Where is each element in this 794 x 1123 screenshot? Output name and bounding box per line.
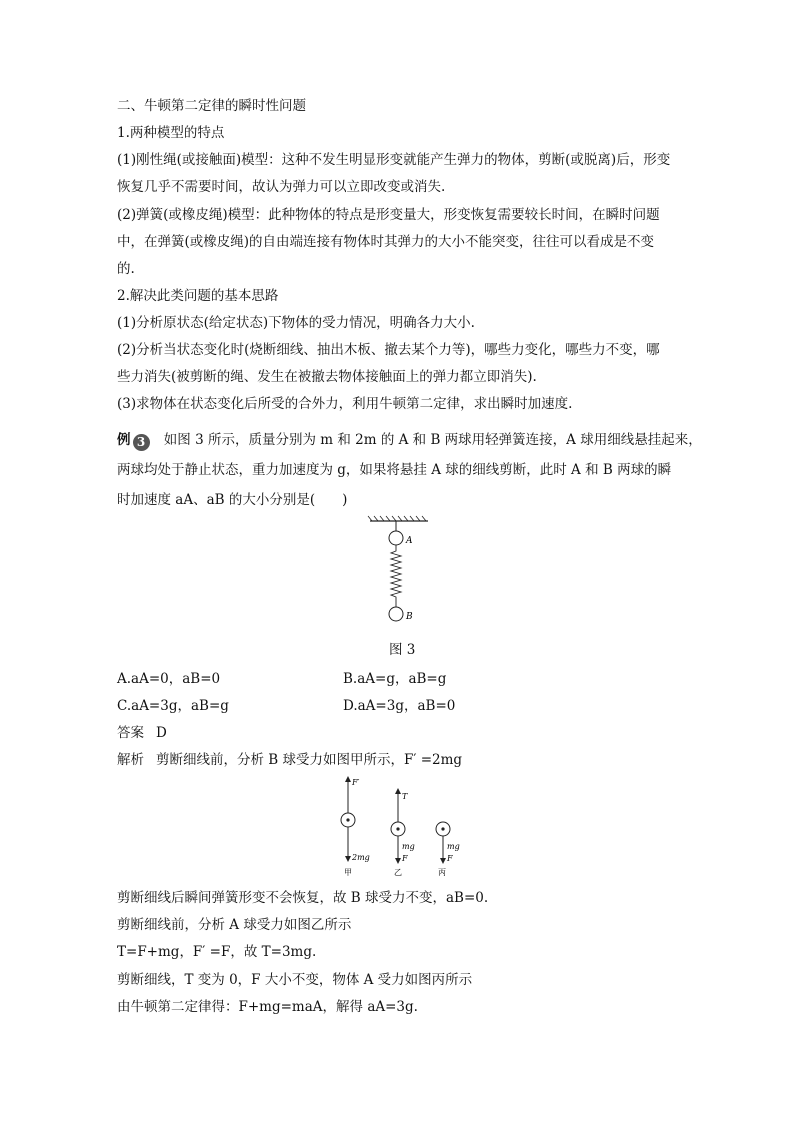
diagram-jia (341, 778, 370, 877)
force-diagram (330, 773, 470, 883)
after-line-4: 剪断细线，T 变为 0，F 大小不变，物体 A 受力如图丙所示 (117, 972, 473, 988)
yi-top-label: T (402, 792, 408, 801)
example-line-2: 两球均处于静止状态，重力加速度为 g，如果将悬挂 A 球的细线剪断，此时 A 和 B 两球的瞬 (117, 462, 672, 478)
ball-a-icon (389, 531, 403, 545)
jia-caption: 甲 (344, 868, 352, 877)
paragraph-spring-line-3: 的. (117, 261, 135, 277)
yi-caption: 乙 (394, 868, 402, 877)
bing-caption: 丙 (438, 868, 446, 877)
subsection-title-1: 1.两种模型的特点 (117, 125, 225, 141)
step-3: (3)求物体在状态变化后所受的合外力，利用牛顿第二定律，求出瞬时加速度. (117, 396, 573, 412)
ball-b-label: B (406, 612, 413, 622)
step-2-line-1: (2)分析当状态变化时(烧断细线、抽出木板、撤去某个力等)，哪些力变化，哪些力不变，哪 (117, 342, 660, 358)
diagram-yi (391, 791, 415, 877)
section-title: 二、牛顿第二定律的瞬时性问题 (117, 98, 306, 114)
analysis-text: 剪断细线前，分析 B 球受力如图甲所示，F′ =2mg (156, 752, 463, 768)
after-line-1: 剪断细线后瞬间弹簧形变不会恢复，故 B 球受力不变，aB=0. (117, 890, 489, 906)
subsection-title-2: 2.解决此类问题的基本思路 (117, 288, 279, 304)
jia-bottom-label: 2mg (352, 853, 370, 862)
step-1: (1)分析原状态(给定状态)下物体的受力情况，明确各力大小. (117, 315, 475, 331)
yi-mid-label: mg (402, 842, 415, 851)
option-b: B.aA=g，aB=g (343, 671, 447, 687)
ball-b-icon (389, 607, 403, 621)
option-a: A.aA=0，aB=0 (117, 671, 221, 687)
figure-3-diagram (360, 515, 440, 635)
after-line-2: 剪断细线前，分析 A 球受力如图乙所示 (117, 917, 352, 933)
answer-line (117, 723, 167, 743)
ball-a-label: A (406, 536, 413, 546)
example-number-badge: 3 (133, 434, 150, 451)
spring-icon (391, 545, 401, 607)
paragraph-rigid-line-2: 恢复几乎不需要时间，故认为弹力可以立即改变或消失. (117, 179, 446, 195)
option-c: C.aA=3g，aB=g (117, 698, 229, 714)
after-line-5: 由牛顿第二定律得：F+mg=maA，解得 aA=3g. (117, 999, 418, 1015)
analysis-line (117, 750, 462, 770)
analysis-label: 解析 (117, 752, 144, 768)
bing-mid-label: mg (447, 842, 460, 851)
after-line-3: T=F+mg，F′ =F，故 T=3mg. (117, 944, 317, 960)
paragraph-spring-line-2: 中，在弹簧(或橡皮绳)的自由端连接有物体时其弹力的大小不能突变，往往可以看成是不变 (117, 234, 655, 250)
ceiling-icon (368, 516, 428, 521)
paragraph-spring-line-1: (2)弹簧(或橡皮绳)模型：此种物体的特点是形变量大，形变恢复需要较长时间，在瞬时问题 (117, 207, 660, 223)
example-text-1: 如图 3 所示，质量分别为 m 和 2m 的 A 和 B 两球用轻弹簧连接，A 球用细线悬挂起来， (163, 432, 702, 448)
example-line-1 (117, 430, 702, 451)
jia-top-label: F′ (352, 778, 360, 787)
answer-label: 答案 (117, 725, 144, 741)
example-label: 例 (117, 432, 131, 448)
diagram-bing (436, 822, 460, 877)
answer-value: D (156, 725, 167, 741)
step-2-line-2: 些力消失(被剪断的绳、发生在被撤去物体接触面上的弹力都立即消失). (117, 369, 537, 385)
bing-bottom-label: F (447, 854, 453, 863)
figure-3-caption: 图 3 (389, 642, 416, 658)
paragraph-rigid-line-1: (1)刚性绳(或接触面)模型：这种不发生明显形变就能产生弹力的物体，剪断(或脱离)后，形变 (117, 152, 671, 168)
yi-bottom-label: F (402, 854, 408, 863)
example-line-3: 时加速度 aA、aB 的大小分别是( ) (117, 492, 348, 508)
option-d: D.aA=3g，aB=0 (343, 698, 456, 714)
